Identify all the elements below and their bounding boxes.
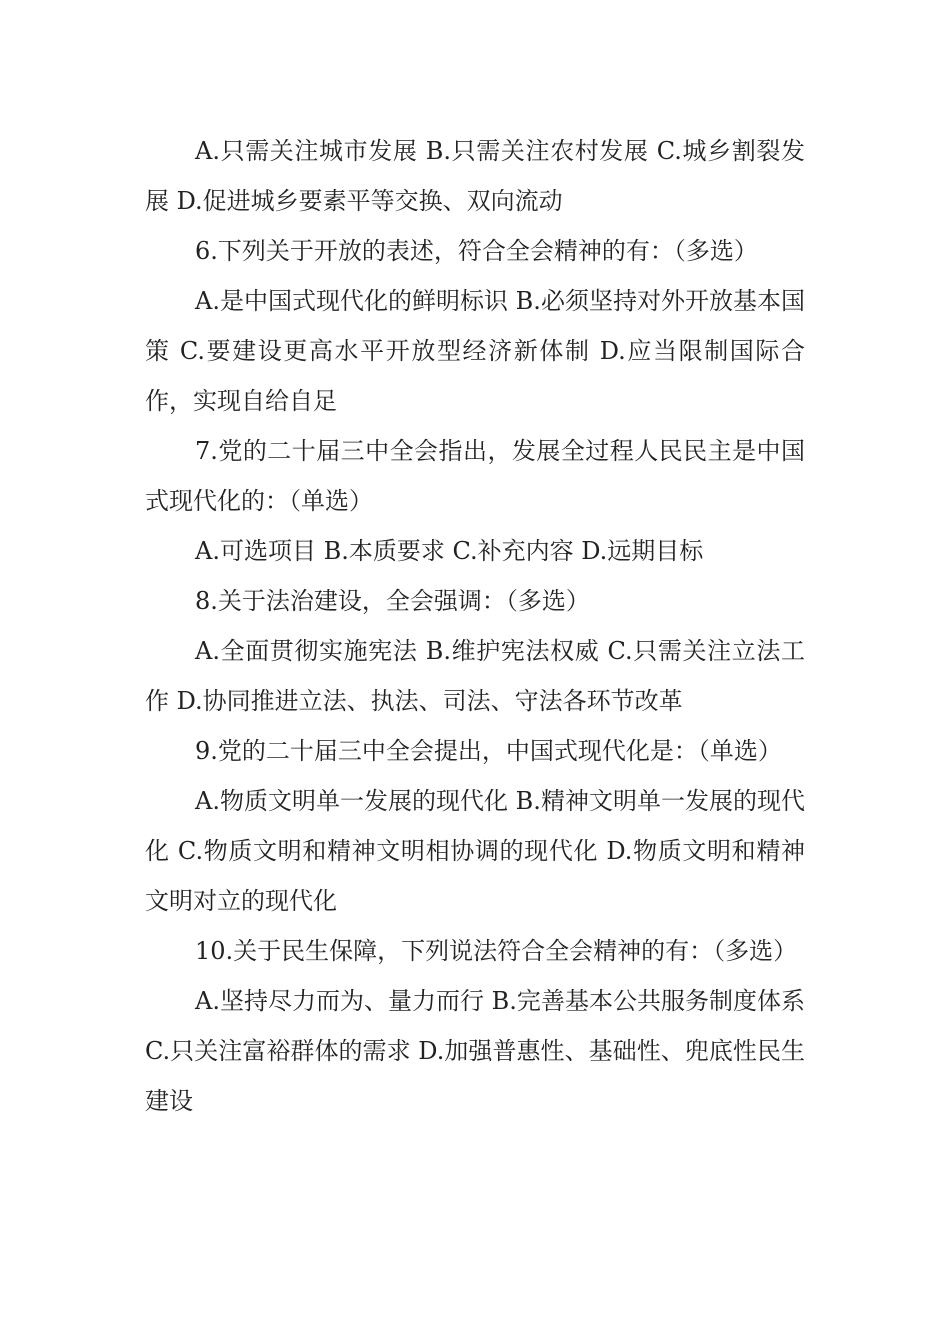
options-q7: A.可选项目 B.本质要求 C.补充内容 D.远期目标 bbox=[195, 537, 704, 565]
question-6: 6.下列关于开放的表述，符合全会精神的有：（多选） bbox=[195, 237, 758, 265]
document-body bbox=[145, 126, 805, 1126]
options-q9: A.物质文明单一发展的现代化 B.精神文明单一发展的现代化 C.物质文明和精神文明相协调的现代化 D.物质文明和精神文明对立的现代化 bbox=[145, 787, 805, 915]
question-9: 9.党的二十届三中全会提出，中国式现代化是：（单选） bbox=[195, 737, 782, 765]
options-q5: A.只需关注城市发展 B.只需关注农村发展 C.城乡割裂发展 D.促进城乡要素平等交换、双向流动 bbox=[145, 137, 805, 215]
question-8: 8.关于法治建设，全会强调：（多选） bbox=[195, 587, 590, 615]
question-7: 7.党的二十届三中全会指出，发展全过程人民民主是中国式现代化的：（单选） bbox=[145, 437, 805, 515]
options-q6: A.是中国式现代化的鲜明标识 B.必须坚持对外开放基本国策 C.要建设更高水平开放型经济新体制 D.应当限制国际合作，实现自给自足 bbox=[145, 287, 805, 415]
question-10: 10.关于民生保障，下列说法符合全会精神的有：（多选） bbox=[195, 937, 798, 965]
options-q10: A.坚持尽力而为、量力而行 B.完善基本公共服务制度体系 C.只关注富裕群体的需求 D.加强普惠性、基础性、兜底性民生建设 bbox=[145, 987, 805, 1115]
options-q8: A.全面贯彻实施宪法 B.维护宪法权威 C.只需关注立法工作 D.协同推进立法、执法、司法、守法各环节改革 bbox=[145, 637, 805, 715]
